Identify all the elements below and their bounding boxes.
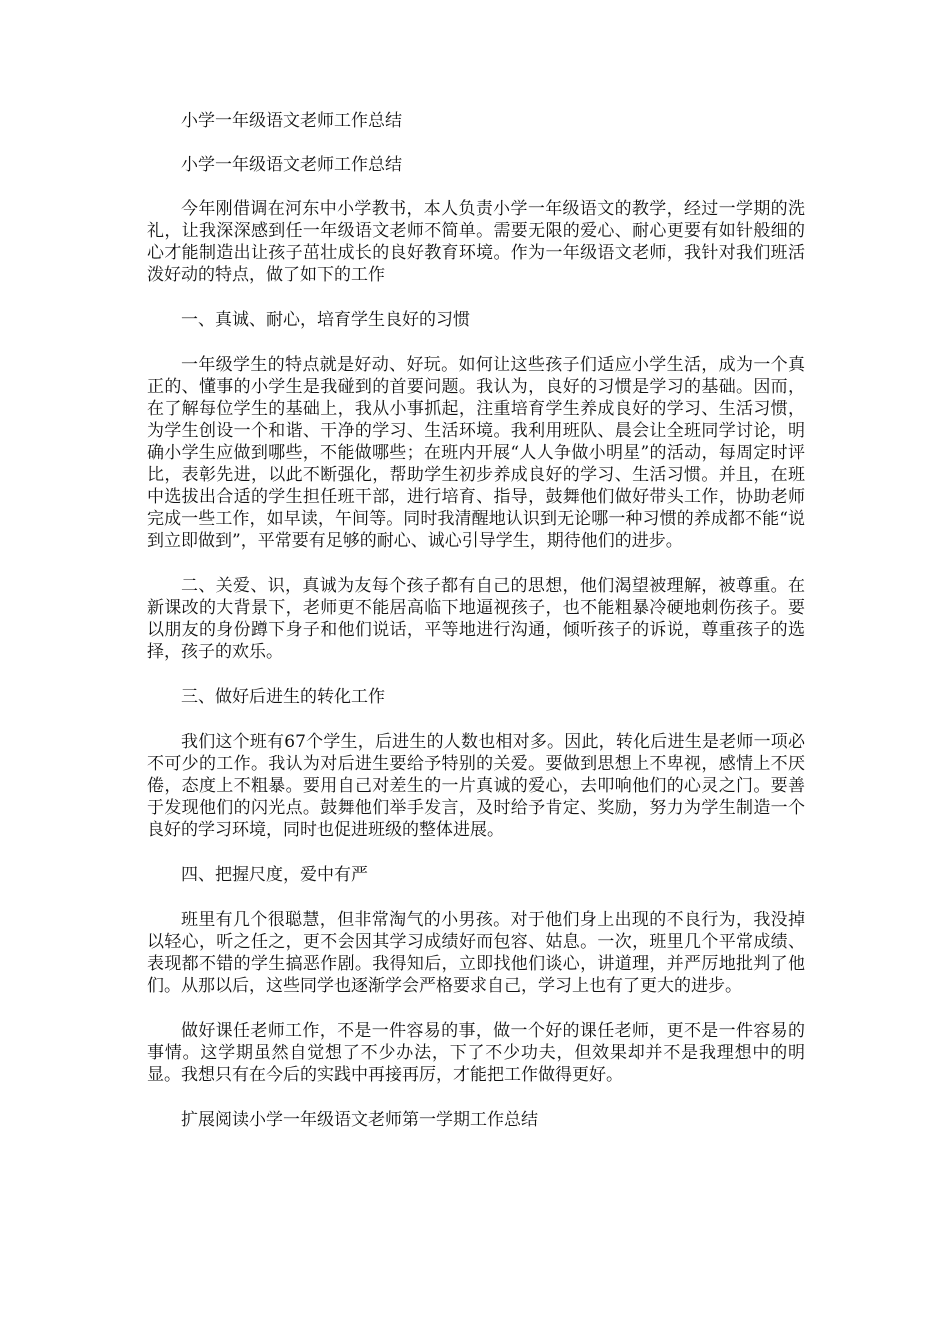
paragraph-care: 二、关爱、识，真诚为友每个孩子都有自己的思想，他们渴望被理解，被尊重。在新课改的大背景下，老师更不能居高临下地逼视孩子，也不能粗暴冷硬地刺伤孩子。要以朋友的身份蹲下身子和他们说话，平等地进行沟通，倾听孩子的诉说，尊重孩子的选择，孩子的欢乐。 [147,576,805,662]
paragraph-intro: 今年刚借调在河东中小学教书，本人负责小学一年级语文的教学，经过一学期的洗礼，让我深深感到任一年级语文老师不简单。需要无限的爱心、耐心更要有如针般细的心才能制造出让孩子茁壮成长的良好教育环境。作为一年级语文老师，我针对我们班活泼好动的特点，做了如下的工作 [147,199,805,285]
section-heading-1: 一、真诚、耐心，培育学生良好的习惯 [181,310,470,330]
section-heading-3: 三、做好后进生的转化工作 [181,687,385,707]
document-subtitle: 小学一年级语文老师工作总结 [181,155,402,175]
paragraph-lagging-students: 我们这个班有67个学生，后进生的人数也相对多。因此，转化后进生是老师一项必不可少的工作。我认为对后进生要给予特别的关爱。要做到思想上不卑视，感情上不厌倦，态度上不粗暴。要用自己对差生的一片真诚的爱心，去叩响他们的心灵之门。要善于发现他们的闪光点。鼓舞他们举手发言，及时给予肯定、奖励，努力为学生制造一个良好的学习环境，同时也促进班级的整体进展。 [147,732,805,840]
section-heading-4: 四、把握尺度，爱中有严 [181,865,368,885]
document-page [147,110,805,1154]
paragraph-strictness: 班里有几个很聪慧，但非常淘气的小男孩。对于他们身上出现的不良行为，我没掉以轻心，听之任之，更不会因其学习成绩好而包容、姑息。一次，班里几个平常成绩、表现都不错的学生搞恶作剧。我得知后，立即找他们谈心，讲道理，并严厉地批判了他们。从那以后，这些同学也逐渐学会严格要求自己，学习上也有了更大的进步。 [147,910,805,996]
paragraph-conclusion: 做好课任老师工作，不是一件容易的事，做一个好的课任老师，更不是一件容易的事情。这学期虽然自觉想了不少办法，下了不少功夫，但效果却并不是我理想中的明显。我想只有在今后的实践中再接再厉，才能把工作做得更好。 [147,1021,805,1085]
extended-reading-link: 扩展阅读小学一年级语文老师第一学期工作总结 [181,1110,538,1130]
document-title: 小学一年级语文老师工作总结 [181,111,402,131]
paragraph-habits: 一年级学生的特点就是好动、好玩。如何让这些孩子们适应小学生活，成为一个真正的、懂事的小学生是我碰到的首要问题。我认为，良好的习惯是学习的基础。因而，在了解每位学生的基础上，我从小事抓起，注重培育学生养成良好的学习、生活习惯，为学生创设一个和谐、干净的学习、生活环境。我利用班队、晨会让全班同学讨论，明确小学生应做到哪些，不能做哪些；在班内开展“人人争做小明星”的活动，每周定时评比，表彰先进，以此不断强化，帮助学生初步养成良好的学习、生活习惯。并且，在班中选拔出合适的学生担任班干部，进行培育、指导，鼓舞他们做好带头工作，协助老师完成一些工作，如早读，午间等。同时我清醒地认识到无论哪一种习惯的养成都不能“说到立即做到”，平常要有足够的耐心、诚心引导学生，期待他们的进步。 [147,355,805,551]
